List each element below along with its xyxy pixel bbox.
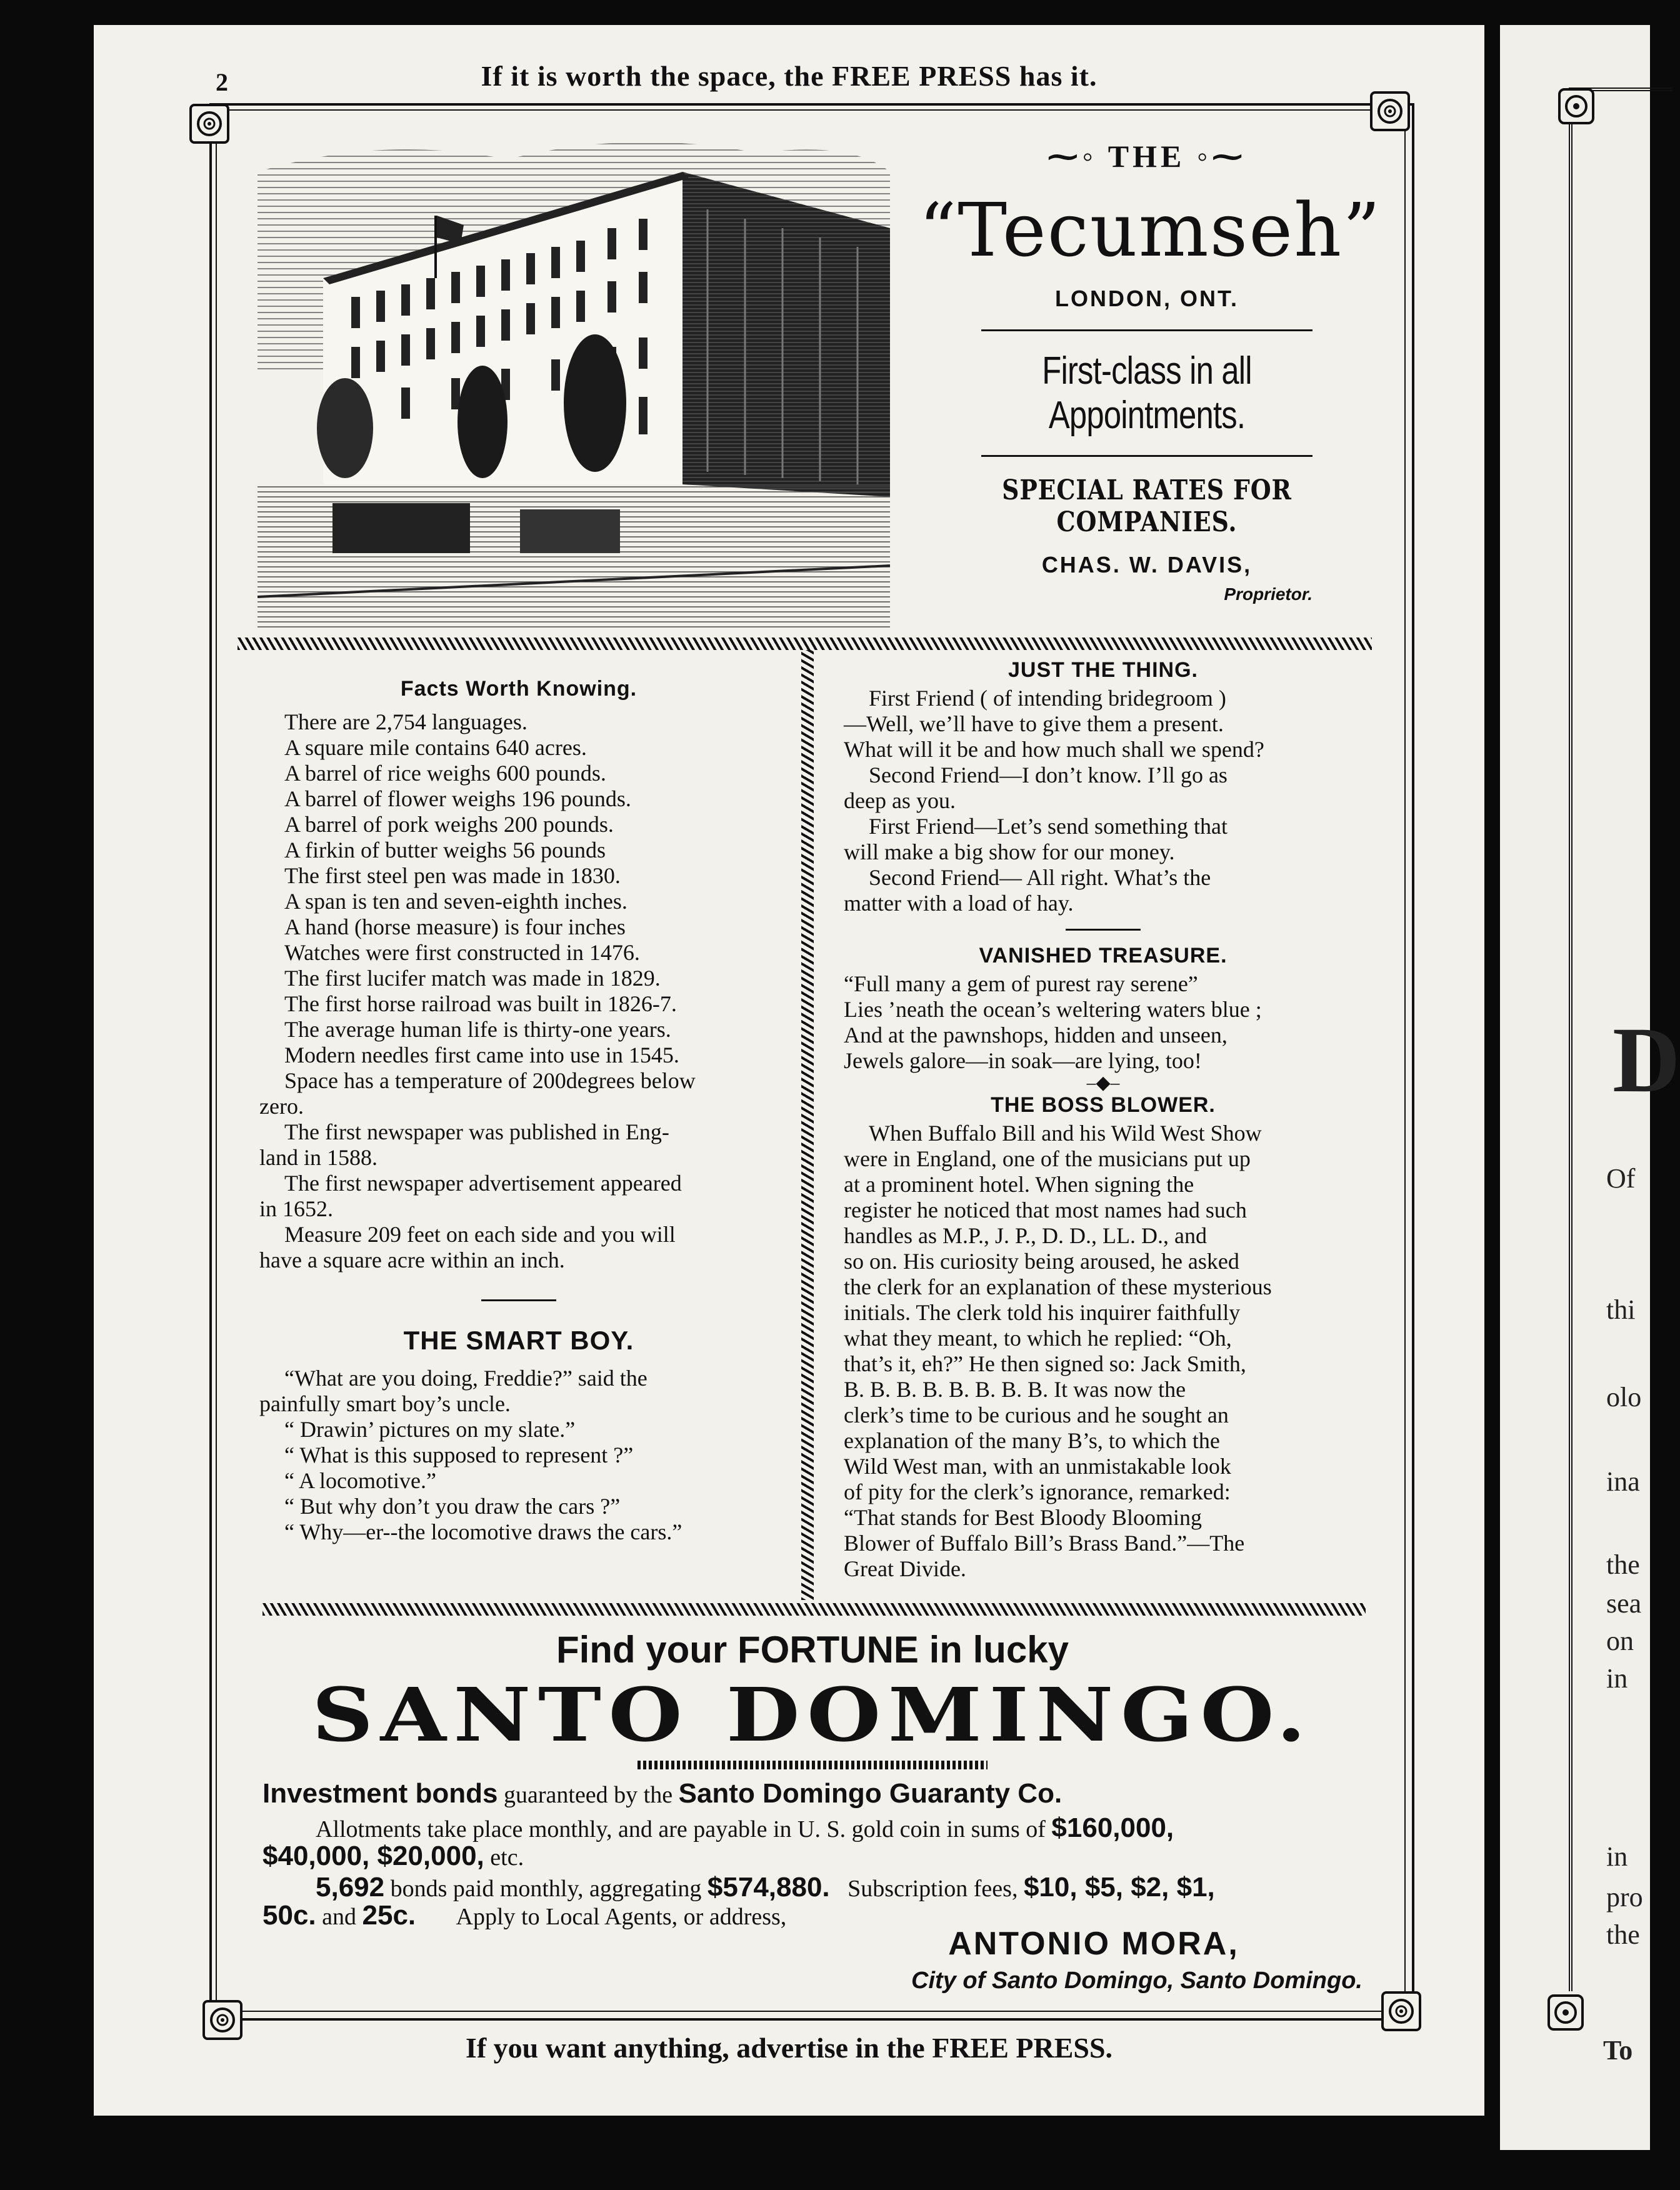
hotel-name: “Tecumseh”	[919, 187, 1382, 273]
hotel-engraving-image	[258, 134, 890, 628]
fact-line: The first steel pen was made in 1830.	[284, 863, 621, 888]
smart-boy-line: “ But why don’t you draw the cars ?”	[284, 1494, 621, 1519]
divider	[981, 455, 1312, 457]
just-the-thing-line: First Friend ( of intending bridegroom )	[869, 686, 1226, 711]
ad-the-heading: ⁓◦ THE ◦⁓	[1047, 139, 1247, 174]
vanished-treasure-text	[844, 971, 1362, 1074]
hotel-tagline: First-class in all Appointments.	[1042, 349, 1252, 437]
adjacent-text-fragment: in	[1606, 1663, 1628, 1694]
fact-line: Space has a temperature of 200degrees below	[284, 1068, 696, 1093]
fact-line: Modern needles first came into use in 1545.	[284, 1042, 679, 1068]
fact-line: A square mile contains 640 acres.	[284, 735, 587, 760]
facts-list	[259, 709, 778, 1273]
boss-blower-line: initials. The clerk told his inquirer faithfully	[844, 1300, 1241, 1325]
boss-blower-line: Blower of Buffalo Bill’s Brass Band.”—The	[844, 1531, 1245, 1556]
smart-boy-line: “ Drawin’ pictures on my slate.”	[284, 1417, 576, 1442]
adjacent-text-fragment: sea	[1606, 1588, 1642, 1619]
hotel-city: LONDON, ONT.	[1055, 286, 1239, 311]
boss-blower-line: B. B. B. B. B. B. B. B. It was now the	[844, 1377, 1186, 1402]
vanished-treasure-line: “Full many a gem of purest ray serene”	[844, 971, 1198, 996]
just-the-thing-line: deep as you.	[844, 788, 956, 813]
adjacent-text-fragment: D	[1612, 1008, 1680, 1112]
bonds-line: Investment bonds guaranteed by the Santo Domingo Guaranty Co.	[262, 1778, 1062, 1809]
just-the-thing-line: What will it be and how much shall we spend?	[844, 737, 1264, 762]
bonds-paid-line: 5,692 bonds paid monthly, aggregating $574,880. Subscription fees, $10, $5, $2, $1,	[316, 1872, 1215, 1902]
fact-line: A firkin of butter weighs 56 pounds	[284, 838, 606, 862]
boss-blower-line: of pity for the clerk’s ignorance, remarked:	[844, 1479, 1231, 1504]
fact-line: A span is ten and seven-eighth inches.	[284, 889, 628, 914]
fact-line: have a square acre within an inch.	[259, 1248, 565, 1272]
adjacent-text-fragment: olo	[1606, 1382, 1642, 1412]
boss-blower-line: Great Divide.	[844, 1556, 966, 1581]
boss-blower-line: so on. His curiosity being aroused, he asked	[844, 1249, 1239, 1274]
corner-ornament-top-right	[1370, 91, 1410, 131]
smart-boy-line: “ A locomotive.”	[284, 1468, 436, 1493]
boss-blower-line: the clerk for an explanation of these mysterious	[844, 1274, 1272, 1299]
boss-blower-line: were in England, one of the musicians put up	[844, 1146, 1251, 1171]
santo-domingo-title: SANTO DOMINGO.	[312, 1671, 1313, 1758]
boss-blower-line: explanation of the many B’s, to which the	[844, 1428, 1220, 1453]
fact-line: zero.	[259, 1094, 304, 1119]
smart-boy-line: “ What is this supposed to represent ?”	[284, 1442, 634, 1468]
vanished-treasure-title: VANISHED TREASURE.	[979, 944, 1228, 968]
boss-blower-title: THE BOSS BLOWER.	[991, 1093, 1216, 1117]
fees-line: 50c. and 25c. Apply to Local Agents, or address,	[262, 1900, 787, 1931]
fact-line: The first lucifer match was made in 1829.	[284, 966, 661, 991]
dotted-rule	[638, 1761, 988, 1769]
corner-ornament-bottom-right	[1381, 1991, 1421, 2031]
adjacent-text-fragment: the	[1606, 1919, 1640, 1950]
fact-line: Watches were first constructed in 1476.	[284, 940, 640, 965]
footer-advert: If you want anything, advertise in the FREE PRESS.	[465, 2032, 1113, 2064]
adjacent-text-fragment: Of	[1606, 1163, 1636, 1194]
just-the-thing-line: will make a big show for our money.	[844, 839, 1175, 864]
fact-line: A barrel of pork weighs 200 pounds.	[284, 812, 614, 837]
boss-blower-line: clerk’s time to be curious and he sought an	[844, 1402, 1229, 1428]
allotments-line: Allotments take place monthly, and are payable in U. S. gold coin in sums of $160,000,	[316, 1812, 1174, 1843]
just-the-thing-title: JUST THE THING.	[1008, 658, 1199, 682]
fact-line: The average human life is thirty-one years.	[284, 1017, 671, 1042]
allotments-line-2: $40,000, $20,000, etc.	[262, 1841, 524, 1871]
fortune-headline: Find your FORTUNE in lucky	[556, 1629, 1069, 1671]
just-the-thing-text	[844, 686, 1362, 916]
fact-line: There are 2,754 languages.	[284, 709, 528, 734]
smart-boy-text	[259, 1366, 778, 1545]
smart-boy-line: painfully smart boy’s uncle.	[259, 1391, 511, 1416]
vanished-treasure-line: Jewels galore—in soak—are lying, too!	[844, 1048, 1202, 1073]
special-rates: SPECIAL RATES FOR COMPANIES.	[1002, 474, 1292, 538]
divider	[481, 1299, 556, 1301]
just-the-thing-line: —Well, we’ll have to give them a present.	[844, 711, 1224, 736]
adjacent-text-fragment: ina	[1606, 1466, 1640, 1497]
fact-line: The first newspaper advertisement appeared	[284, 1171, 682, 1196]
running-head: If it is worth the space, the FREE PRESS has it.	[481, 60, 1098, 92]
hotel-owner: CHAS. W. DAVIS,	[1041, 552, 1252, 578]
right-column	[844, 658, 1362, 1582]
owner-title: Proprietor.	[1224, 584, 1312, 604]
just-the-thing-line: Second Friend—I don’t know. I’ll go as	[869, 762, 1228, 788]
hotel-advertisement	[919, 138, 1382, 604]
adjacent-corner-ornament	[1547, 1994, 1584, 2031]
left-column	[259, 676, 778, 1545]
ornament-left: ⁓◦	[1047, 139, 1108, 174]
just-the-thing-line: matter with a load of hay.	[844, 891, 1074, 916]
santo-domingo-ad	[250, 1628, 1375, 1776]
adjacent-text-fragment: the	[1606, 1549, 1640, 1580]
boss-blower-text	[844, 1121, 1362, 1582]
adjacent-text-fragment: on	[1606, 1626, 1634, 1656]
signer-city: City of Santo Domingo, Santo Domingo.	[911, 1968, 1362, 1994]
vanished-treasure-line: Lies ’neath the ocean’s weltering waters blue ;	[844, 997, 1262, 1022]
smart-boy-line: “ Why—er--the locomotive draws the cars.”	[284, 1519, 682, 1544]
just-the-thing-line: First Friend—Let’s send something that	[869, 814, 1228, 839]
adjacent-text-fragment: thi	[1606, 1294, 1636, 1325]
boss-blower-line: handles as M.P., J. P., D. D., LL. D., and	[844, 1223, 1207, 1248]
smart-boy-title: THE SMART BOY.	[403, 1326, 634, 1355]
page-number: 2	[216, 68, 228, 96]
divider	[981, 329, 1312, 331]
adjacent-corner-ornament	[1558, 88, 1595, 125]
boss-blower-line: Wild West man, with an unmistakable look	[844, 1454, 1231, 1479]
boss-blower-line: that’s it, eh?” He then signed so: Jack Smith,	[844, 1351, 1246, 1376]
boss-blower-line: register he noticed that most names had such	[844, 1198, 1247, 1222]
fact-line: land in 1588.	[259, 1145, 378, 1170]
ornament-right: ◦⁓	[1185, 139, 1247, 174]
dingbat-ornament: ⎯◆⎯	[1086, 1072, 1120, 1093]
fact-line: The first newspaper was published in Eng-	[284, 1119, 669, 1144]
hatched-rule-bottom	[262, 1603, 1366, 1616]
fact-line: The first horse railroad was built in 1826-7.	[284, 991, 677, 1016]
boss-blower-line: at a prominent hotel. When signing the	[844, 1172, 1194, 1197]
corner-ornament-top-left	[189, 104, 229, 144]
hatched-rule-top	[238, 638, 1372, 650]
divider	[1066, 929, 1141, 931]
boss-blower-line: When Buffalo Bill and his Wild West Show	[869, 1121, 1262, 1146]
fact-line: A hand (horse measure) is four inches	[284, 914, 626, 939]
facts-title: Facts Worth Knowing.	[400, 677, 638, 701]
boss-blower-line: “That stands for Best Bloody Blooming	[844, 1505, 1202, 1530]
smart-boy-line: “What are you doing, Freddie?” said the	[284, 1366, 648, 1391]
fact-line: A barrel of flower weighs 196 pounds.	[284, 786, 631, 811]
boss-blower-line: what they meant, to which he replied: “Oh,	[844, 1326, 1232, 1351]
fact-line: A barrel of rice weighs 600 pounds.	[284, 761, 606, 786]
adjacent-text-fragment: in	[1606, 1841, 1628, 1872]
fact-line: Measure 209 feet on each side and you will	[284, 1222, 676, 1247]
adjacent-text-fragment: pro	[1606, 1882, 1643, 1912]
hatched-column-rule	[801, 650, 814, 1600]
just-the-thing-line: Second Friend— All right. What’s the	[869, 865, 1211, 890]
signer-name: ANTONIO MORA,	[948, 1926, 1239, 1962]
vanished-treasure-line: And at the pawnshops, hidden and unseen,	[844, 1022, 1228, 1048]
adjacent-text-fragment: To	[1603, 2035, 1633, 2066]
fact-line: in 1652.	[259, 1196, 334, 1221]
